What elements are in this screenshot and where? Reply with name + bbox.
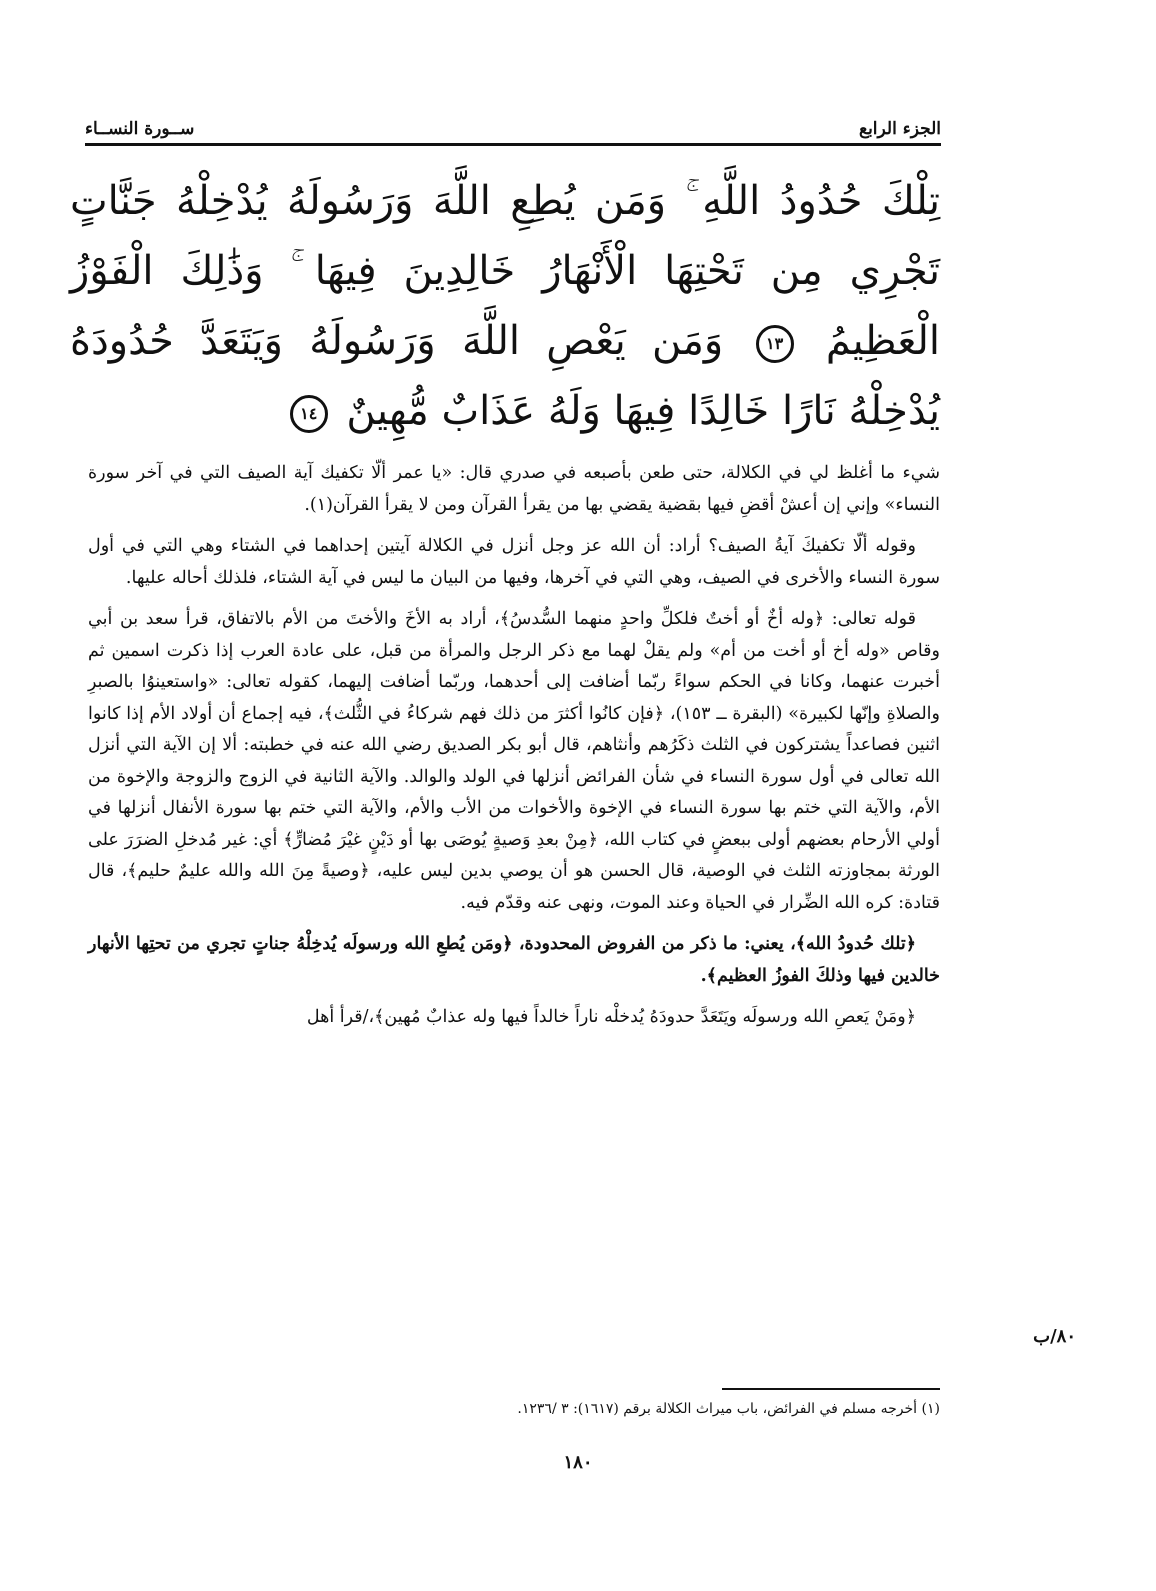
footnote-divider xyxy=(722,1388,940,1390)
running-header xyxy=(85,100,941,146)
page-number: ١٨٠ xyxy=(563,1452,593,1473)
paragraph: قوله تعالى: ﴿وله أخٌ أو أختٌ فلكلِّ واحدٍ منهما السُّدسُ﴾، أراد به الأخَ والأختَ من الأم بالاتفاق، قرأ سعد بن أبي وقاص «وله أخ أو أخت من أم» ولم يقلْ لهما مع ذكر الرجل والمرأة من قبل، على عادة العرب إذا ذكرت اسمين ثم أخبرت عنهما، وكانا في الحكم سواءً ربّما أضافت إلى أحدهما، وربّما أضافت إليهما، كقوله تعالى: «واستعينوُا بالصبرِ والصلاةِ وإنّها لكبيرة» (البقرة ــ ١٥٣)، ﴿فإن كانُوا أكثرَ من ذلك فهم شركاءُ في الثُّلث﴾، فيه إجماع أن أولاد الأم إذا كانوا اثنين فصاعداً يشتركون في الثلث ذكَرُهم وأنثاهم، قال أبو بكر الصديق رضي الله عنه في خطبته: ألا إن الآية التي أنزل الله تعالى في أول سورة النساء في شأن الفرائض أنزلها في الولد والوالد. والآية الثانية في الزوج والزوجة والإخوة من الأم، والآية التي ختم بها سورة النساء في الإخوة والأخوات من الأب والأم، والآية التي ختم بها سورة الأنفال أنزلها في أولي الأرحام بعضهم أولى ببعضٍ في كتاب الله، ﴿مِنْ بعدِ وَصيةٍ يُوصَى بها أو دَيْنٍ غيْرَ مُضارٍّ﴾ أي: غير مُدخلِ الضرَرَ على الورثة بمجاوزته الثلث في الوصية، قال الحسن هو أن يوصي بدين ليس عليه، ﴿وصيةً مِنَ الله والله عليمٌ حليم﴾، قال قتادة: كره الله الضِّرار في الحياة وعند الموت، ونهى عنه وقدّم فيه. xyxy=(88,609,940,913)
header-surah: ســورة النســاء xyxy=(85,119,195,139)
ayah-marker-13: ١٣ xyxy=(756,325,794,363)
ayah-marker-14: ١٤ xyxy=(290,395,328,433)
manuscript-folio-ref: ٨٠/ب xyxy=(1033,1326,1076,1347)
paragraph: ﴿تلك حُدودُ الله﴾، يعني: ما ذكر من الفروض المحدودة، ﴿ومَن يُطعِ الله ورسولَه يُدخِلْهُ جناتٍ تجري من تحتِها الأنهار خالدين فيها وذلكَ الفوزُ العظيم﴾. xyxy=(88,934,940,986)
quran-verses xyxy=(70,166,940,446)
quran-verse-13: تِلْكَ حُدُودُ اللَّهِ ۚ وَمَن يُطِعِ اللَّهَ وَرَسُولَهُ يُدْخِلْهُ جَنَّاتٍ تَجْرِي مِن تَحْتِهَا الْأَنْهَارُ خَالِدِينَ فِيهَا ۚ وَذَٰلِكَ الْفَوْزُ الْعَظِيمُ xyxy=(70,178,941,364)
paragraph: وقوله ألّا تكفيكَ آيةُ الصيف؟ أراد: أن الله عز وجل أنزل في الكلالة آيتين إحداهما في الشتاء وهي التي في أول سورة النساء والأخرى في الصيف، وهي التي في آخرها، وفيها من البيان ما ليس في آية الشتاء، فلذلك أحاله عليها. xyxy=(88,536,940,588)
footnote: (١) أخرجه مسلم في الفرائض، باب ميراث الكلالة برقم (١٦١٧): ٣ /١٢٣٦. xyxy=(517,1401,940,1417)
commentary-body xyxy=(88,458,940,1044)
header-part: الجزء الرابع xyxy=(859,119,941,139)
quran-verse-14: وَمَن يَعْصِ اللَّهَ وَرَسُولَهُ وَيَتَعَدَّ حُدُودَهُ يُدْخِلْهُ نَارًا خَالِدًا فِيهَا وَلَهُ عَذَابٌ مُّهِينٌ xyxy=(70,318,940,434)
paragraph: شيء ما أغلظ لي في الكلالة، حتى طعن بأصبعه في صدري قال: «يا عمر ألّا تكفيك آية الصيف التي في آخر سورة النساء» وإني إن أعشْ أقضِ فيها بقضية يقضي بها من يقرأ القرآن ومن لا يقرأ القرآن(١). xyxy=(88,463,940,515)
paragraph: ﴿ومَنْ يَعصِ الله ورسولَه ويَتَعَدَّ حدودَهُ يُدخلْه ناراً خالداً فيها وله عذابٌ مُهين﴾،/قرأ أهل xyxy=(306,1007,916,1027)
